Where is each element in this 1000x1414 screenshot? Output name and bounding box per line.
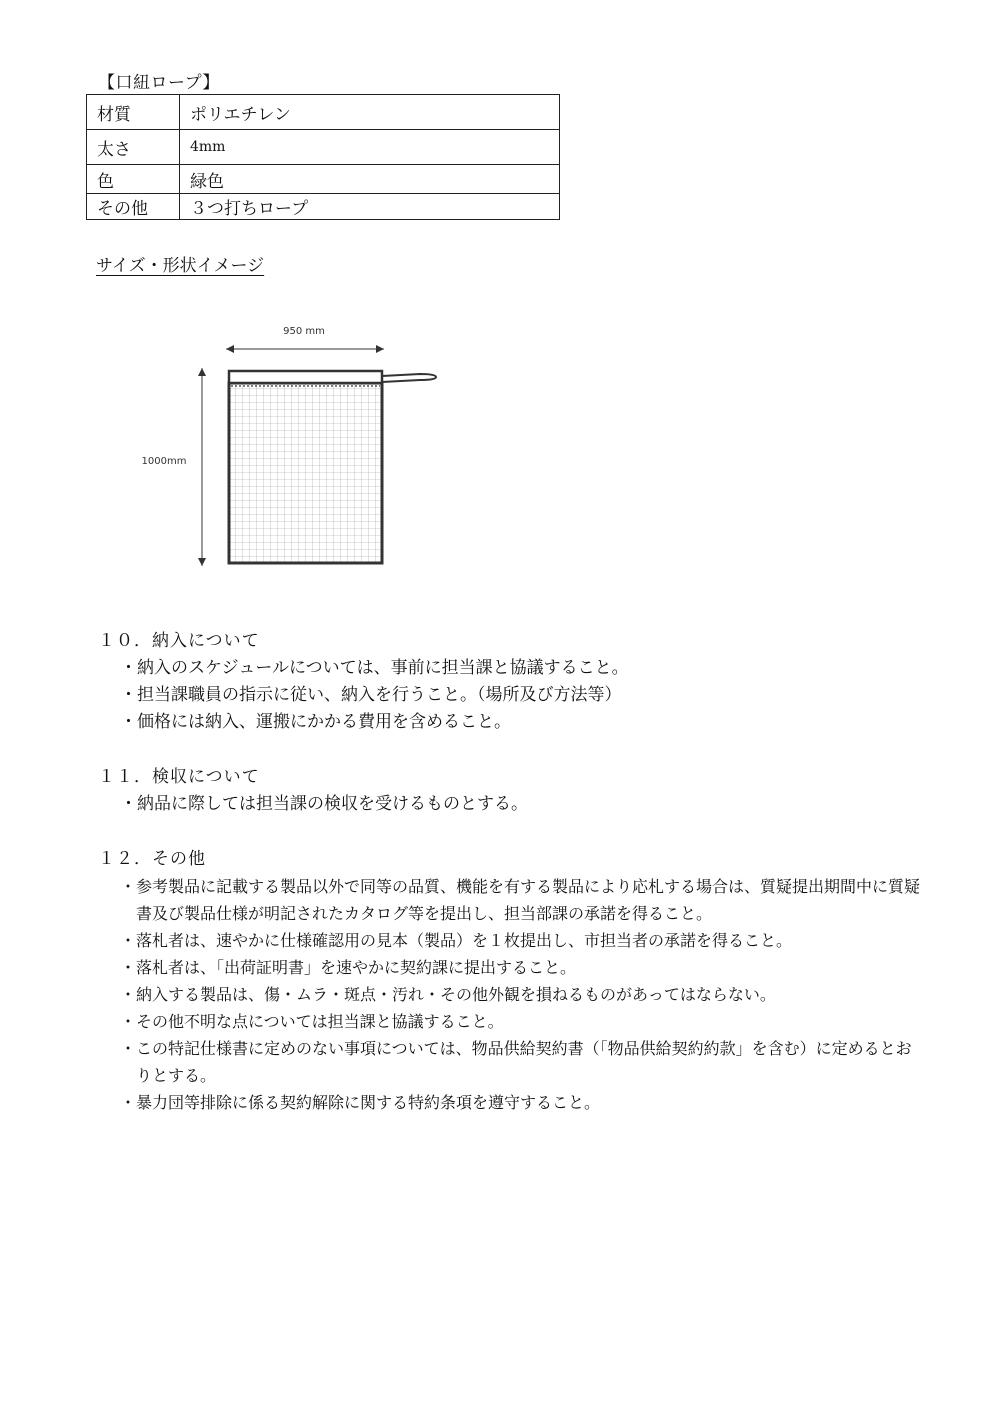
spec-label-other: その他 (87, 194, 180, 220)
table-row (87, 95, 560, 130)
height-dimension-arrow (198, 368, 206, 566)
list-item: ・落札者は、「出荷証明書」を速やかに契約課に提出すること。 (120, 958, 577, 977)
delivery-section (98, 628, 629, 736)
spec-value-thickness: 4mm (180, 130, 560, 165)
list-item: ・その他不明な点については担当課と協議すること。 (120, 1012, 504, 1031)
list-item: ・暴力団等排除に係る契約解除に関する特約条項を遵守すること。 (120, 1093, 601, 1112)
rope-spec-table (86, 94, 560, 220)
list-item: ・納品に際しては担当課の検収を受けるものとする。 (120, 794, 528, 814)
size-shape-heading: サイズ・形状イメージ (96, 256, 265, 276)
spec-label-color: 色 (87, 165, 180, 194)
net-bag-shape (229, 371, 382, 563)
spec-value-other: ３つ打ちロープ (180, 194, 560, 220)
list-item: ・納入する製品は、傷・ムラ・斑点・汚れ・その他外観を損ねるものがあってはならない。 (120, 985, 776, 1004)
spec-value-material: ポリエチレン (180, 95, 560, 130)
delivery-heading: １０．納入について (98, 631, 260, 651)
list-item: ・担当課職員の指示に従い、納入を行うこと。（場所及び方法等） (120, 685, 622, 705)
rope-spec-title: 【口紐ロープ】 (98, 73, 220, 93)
list-item: ・参考製品に記載する製品以外で同等の品質、機能を有する製品により応札する場合は、質疑提出期間中に質疑書及び製品仕様が明記されたカタログ等を提出し、担当部課の承諾を得ること。 (120, 877, 921, 923)
list-item: ・納入のスケジュールについては、事前に担当課と協議すること。 (120, 658, 629, 678)
inspection-section (98, 764, 528, 818)
list-item: ・この特記仕様書に定めのない事項については、物品供給契約書（「物品供給契約約款」を含む）に定めるとおりとする。 (120, 1039, 912, 1085)
other-heading: １２．その他 (98, 849, 206, 869)
drawstring-loop (382, 374, 436, 382)
width-dimension-arrow (226, 345, 384, 353)
table-row (87, 165, 560, 194)
list-item: ・価格には納入、運搬にかかる費用を含めること。 (120, 712, 511, 732)
list-item: ・落札者は、速やかに仕様確認用の見本（製品）を１枚提出し、市担当者の承諾を得ること。 (120, 931, 793, 950)
height-dimension-label: 1000mm (141, 456, 187, 467)
other-section (98, 846, 926, 1116)
inspection-heading: １１．検収について (98, 767, 260, 787)
table-row (87, 130, 560, 165)
spec-label-thickness: 太さ (87, 130, 180, 165)
net-bag-diagram (130, 318, 460, 580)
spec-value-color: 緑色 (180, 165, 560, 194)
table-row (87, 194, 560, 220)
width-dimension-label: 950 mm (283, 326, 325, 337)
spec-label-material: 材質 (87, 95, 180, 130)
